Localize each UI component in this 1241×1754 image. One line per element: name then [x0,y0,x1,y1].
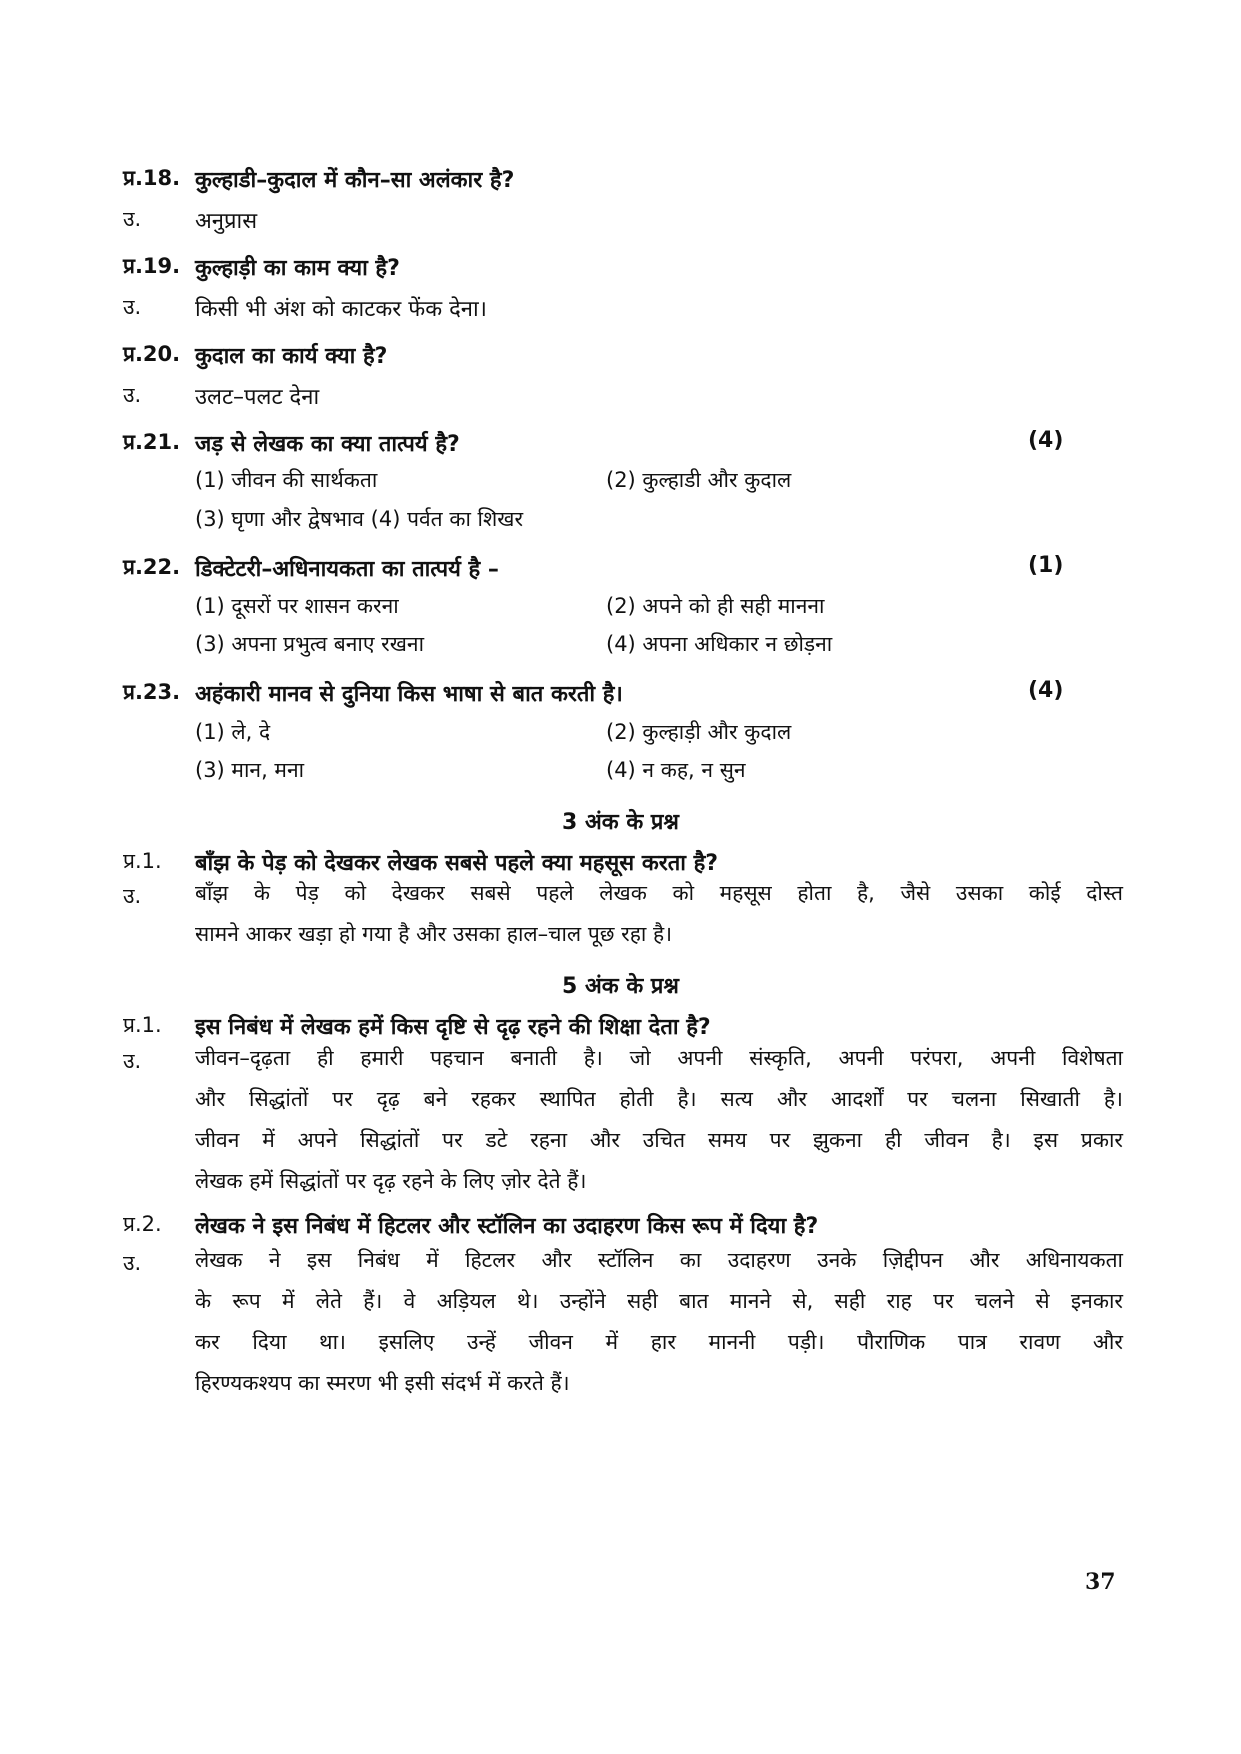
answer-marker: उ. [123,884,142,908]
option: (1) जीवन की सार्थकता [195,468,378,492]
option: (2) कुल्हाडी और कुदाल [606,468,792,492]
option: (3) मान, मना [195,758,305,782]
answer-marker: उ. [123,207,142,231]
section-heading: 5 अंक के प्रश्न [562,974,679,999]
question-text: कुल्हाड़ी का काम क्या है? [195,256,400,281]
question-text: कुल्हाडी–कुदाल में कौन–सा अलंकार है? [195,168,515,193]
answer-paragraph [195,877,1123,959]
answer-marker: उ. [123,1049,142,1073]
answer-paragraph [195,1042,1123,1206]
answer-text: अनुप्रास [195,209,258,234]
question-text: इस निबंध में लेखक हमें किस दृष्टि से दृढ़ रहने की शिक्षा देता है? [195,1015,711,1040]
answer-key: (4) [1028,678,1064,703]
answer-line: कर दिया था। इसलिए उन्हें जीवन में हार माननी पड़ी। पौराणिक पात्र रावण और [195,1330,1123,1354]
question-number: प्र.21. [123,430,181,454]
answer-line: जीवन में अपने सिद्धांतों पर डटे रहना और उचित समय पर झुकना ही जीवन है। इस प्रकार [195,1128,1123,1152]
option: (3) घृणा और द्वेषभाव (4) पर्वत का शिखर [195,507,524,531]
answer-paragraph [195,1244,1123,1408]
option: (2) कुल्हाड़ी और कुदाल [606,720,792,744]
answer-marker: उ. [123,383,142,407]
page-number: 37 [1085,1569,1116,1595]
answer-marker: उ. [123,1251,142,1275]
answer-marker: उ. [123,295,142,319]
answer-line: लेखक हमें सिद्धांतों पर दृढ़ रहने के लिए ज़ोर देते हैं। [195,1169,587,1193]
answer-line: के रूप में लेते हैं। वे अड़ियल थे। उन्होंने सही बात मानने से, सही राह पर चलने से इनकार [195,1289,1123,1313]
question-number: प्र.2. [123,1212,162,1236]
option: (4) अपना अधिकार न छोड़ना [606,632,833,656]
question-text: डिक्टेटरी–अधिनायकता का तात्पर्य है – [195,557,499,582]
answer-text: किसी भी अंश को काटकर फेंक देना। [195,297,488,322]
answer-line: लेखक ने इस निबंध में हिटलर और स्टॉलिन का उदाहरण उनके ज़िद्दीपन और अधिनायकता [195,1248,1123,1272]
question-number: प्र.19. [123,254,181,278]
answer-line: सामने आकर खड़ा हो गया है और उसका हाल–चाल पूछ रहा है। [195,922,673,946]
answer-text: उलट–पलट देना [195,385,320,410]
option: (2) अपने को ही सही मानना [606,594,825,618]
question-text: अहंकारी मानव से दुनिया किस भाषा से बात करती है। [195,682,623,707]
answer-line: जीवन–दृढ़ता ही हमारी पहचान बनाती है। जो अपनी संस्कृति, अपनी परंपरा, अपनी विशेषता [195,1046,1123,1070]
answer-key: (4) [1028,428,1064,453]
question-number: प्र.22. [123,555,181,579]
question-number: प्र.1. [123,1013,162,1037]
answer-line: और सिद्धांतों पर दृढ़ बने रहकर स्थापित होती है। सत्य और आदर्शों पर चलना सिखाती है। [195,1087,1123,1111]
question-text: जड़ से लेखक का क्या तात्पर्य है? [195,432,460,457]
option: (1) दूसरों पर शासन करना [195,594,399,618]
option: (4) न कह, न सुन [606,758,746,782]
question-number: प्र.18. [123,166,181,190]
question-text: लेखक ने इस निबंध में हिटलर और स्टॉलिन का उदाहरण किस रूप में दिया है? [195,1214,819,1239]
question-text: कुदाल का कार्य क्या है? [195,344,388,369]
answer-line: हिरण्यकश्यप का स्मरण भी इसी संदर्भ में करते हैं। [195,1371,570,1395]
question-number: प्र.23. [123,680,181,704]
question-number: प्र.20. [123,342,181,366]
question-text: बाँझ के पेड़ को देखकर लेखक सबसे पहले क्या महसूस करता है? [195,851,719,876]
answer-line: बाँझ के पेड़ को देखकर सबसे पहले लेखक को महसूस होता है, जैसे उसका कोई दोस्त [195,881,1123,905]
option: (1) ले, दे [195,720,271,744]
question-number: प्र.1. [123,849,162,873]
answer-key: (1) [1028,553,1064,578]
section-heading: 3 अंक के प्रश्न [562,810,679,835]
option: (3) अपना प्रभुत्व बनाए रखना [195,632,425,656]
